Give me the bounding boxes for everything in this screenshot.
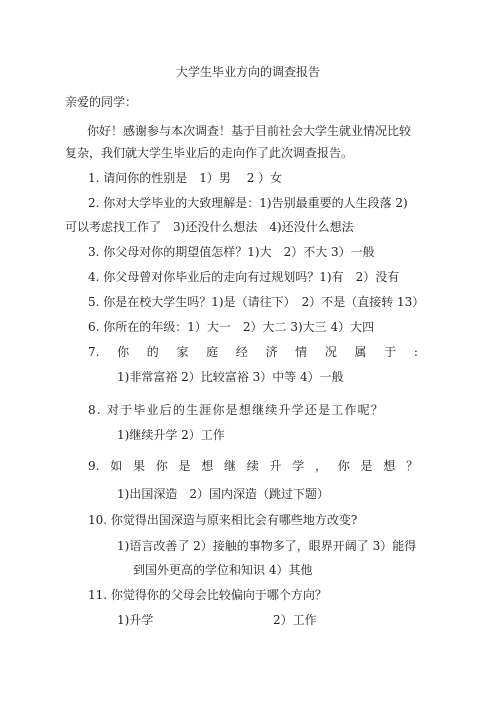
q9-char: 如 (110, 459, 123, 473)
q9-char: 果 (132, 459, 145, 473)
q9-char: 你 (337, 459, 350, 473)
intro-line-1: 你好！感谢参与本次调查！基于目前社会大学生就业情况比较 (87, 124, 412, 138)
q7-char: 况 (324, 345, 337, 359)
q9-char: 想 (201, 459, 214, 473)
question-8-options: 1)继续升学 2）工作 (117, 428, 225, 442)
question-6: 6. 你所在的年级：1）大一 2）大二 3)大三 4）大四 (88, 320, 375, 334)
q9-char: 你 (155, 459, 168, 473)
greeting: 亲爱的同学： (65, 95, 138, 109)
q9-char: 是 (178, 459, 191, 473)
question-11-option-a: 1)升学 (117, 613, 154, 627)
q9-char: 9. (88, 459, 100, 473)
q9-char: 学 (292, 459, 305, 473)
question-11-prompt: 11. 你觉得你的父母会比较偏向于哪个方向？ (88, 588, 327, 602)
intro-line-2: 复杂，我们就大学生毕业后的走向作了此次调查报告。 (65, 146, 354, 160)
document-title: 大学生毕业方向的调查报告 (175, 65, 320, 79)
q7-char: 的 (146, 345, 159, 359)
q7-char: 经 (235, 345, 248, 359)
q7-char: 情 (295, 345, 308, 359)
q7-char: 于 (384, 345, 397, 359)
question-8-prompt: 8. 对于毕业后的生涯你是想继续升学还是工作呢？ (88, 403, 385, 417)
question-5: 5. 你是在校大学生吗？1)是（请往下） 2）不是（直接转 13） (88, 295, 425, 309)
q9-char: 想 (383, 459, 396, 473)
q7-char: : (413, 345, 418, 359)
question-10-prompt: 10. 你觉得出国深造与原来相比会有哪些地方改变? (88, 513, 358, 527)
question-2-line-2: 可以考虑找工作了 3)还没什么想法 4)还没什么想法 (65, 220, 354, 234)
question-1: 1. 请问你的性别是 1）男 2 ）女 (88, 171, 283, 185)
question-7-options: 1)非常富裕 2）比较富裕 3）中等 4）一般 (117, 370, 344, 384)
q7-char: 属 (354, 345, 367, 359)
q7-char: 济 (265, 345, 278, 359)
question-9-options: 1)出国深造 2）国内深造（跳过下题） (117, 487, 329, 501)
question-3: 3. 你父母对你的期望值怎样？1)大 2）不大 3）一般 (88, 245, 375, 259)
q7-char: 庭 (206, 345, 219, 359)
q7-char: 家 (176, 345, 189, 359)
question-11-option-b: 2）工作 (273, 613, 317, 627)
question-7-prompt (88, 344, 418, 360)
question-4: 4. 你父母曾对你毕业后的走向有过规划吗？1)有 2）没有 (88, 270, 400, 284)
question-9-prompt (88, 458, 418, 474)
question-2-line-1: 2. 你对大学毕业的大致理解是：1)告别最重要的人生段落 2) (88, 196, 408, 210)
q9-char: 是 (360, 459, 373, 473)
q9-char: ， (314, 459, 327, 473)
question-10-options-line-1: 1)语言改善了 2）接触的事物多了，眼界开阔了 3）能得 (117, 539, 417, 553)
question-10-options-line-2: 到国外更高的学位和知识 4）其他 (133, 563, 313, 577)
q7-char: 你 (117, 345, 130, 359)
q9-char: 继 (223, 459, 236, 473)
q9-char: 升 (269, 459, 282, 473)
q9-char: 续 (246, 459, 259, 473)
q9-char: ？ (405, 459, 418, 473)
q7-char: 7. (88, 345, 100, 359)
